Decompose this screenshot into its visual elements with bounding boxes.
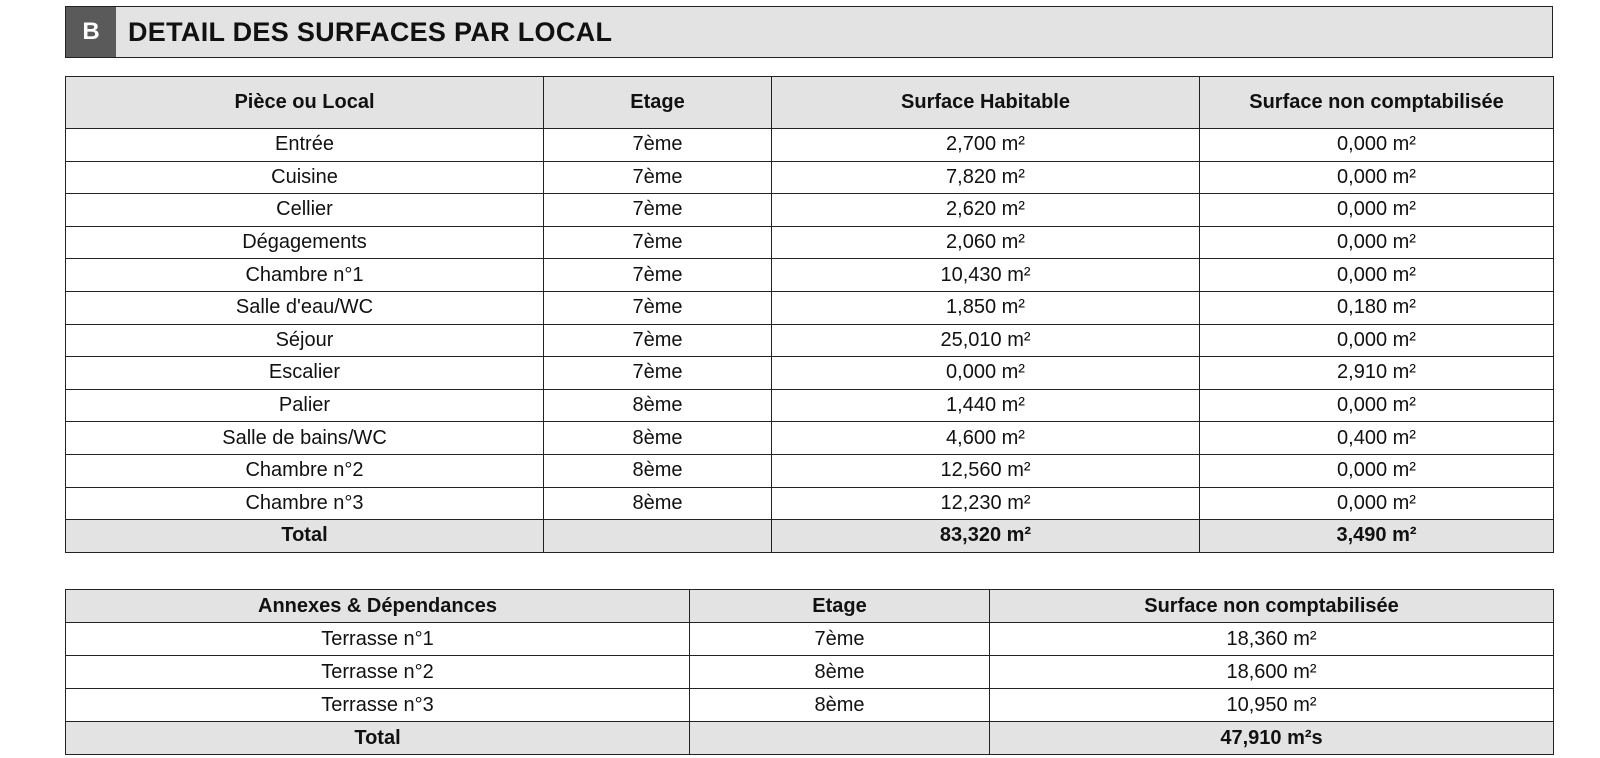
room-cell: Chambre n°2: [66, 454, 544, 487]
surface-habitable-cell: 2,620 m²: [772, 194, 1200, 227]
total-row: [66, 722, 1554, 755]
table-row: [66, 259, 1554, 292]
table-row: [66, 161, 1554, 194]
table-row: [66, 324, 1554, 357]
surface-non-comptabilisee-cell: 0,180 m²: [1200, 291, 1554, 324]
annexes-table: [65, 589, 1554, 755]
floor-cell: 8ème: [544, 422, 772, 455]
floor-cell: 7ème: [544, 226, 772, 259]
room-cell: Chambre n°1: [66, 259, 544, 292]
surface-non-comptabilisee-cell: 10,950 m²: [990, 689, 1554, 722]
surface-habitable-cell: 10,430 m²: [772, 259, 1200, 292]
table-row: [66, 656, 1554, 689]
floor-cell: 7ème: [544, 259, 772, 292]
surface-non-comptabilisee-cell: 0,000 m²: [1200, 324, 1554, 357]
column-header-annexes: Annexes & Dépendances: [66, 590, 690, 623]
annex-cell: Terrasse n°1: [66, 623, 690, 656]
floor-cell: 7ème: [544, 161, 772, 194]
column-header-surface-non-comptabilisee: Surface non comptabilisée: [1200, 77, 1554, 129]
surface-non-comptabilisee-cell: 2,910 m²: [1200, 357, 1554, 390]
floor-cell: 8ème: [544, 389, 772, 422]
table-row: [66, 389, 1554, 422]
table-row: [66, 454, 1554, 487]
surface-non-comptabilisee-cell: 0,000 m²: [1200, 389, 1554, 422]
column-header-surface-habitable: Surface Habitable: [772, 77, 1200, 129]
surface-habitable-cell: 25,010 m²: [772, 324, 1200, 357]
section-header: [65, 6, 1553, 58]
surface-non-comptabilisee-cell: 0,000 m²: [1200, 129, 1554, 162]
table-row: [66, 623, 1554, 656]
surface-non-comptabilisee-cell: 0,000 m²: [1200, 487, 1554, 520]
floor-cell: 7ème: [690, 623, 990, 656]
total-row: [66, 520, 1554, 553]
room-cell: Chambre n°3: [66, 487, 544, 520]
surface-non-comptabilisee-cell: 18,360 m²: [990, 623, 1554, 656]
total-surface-non-comptabilisee-cell: 47,910 m²s: [990, 722, 1554, 755]
table-row: [66, 487, 1554, 520]
floor-cell: 7ème: [544, 129, 772, 162]
room-cell: Escalier: [66, 357, 544, 390]
surface-non-comptabilisee-cell: 0,000 m²: [1200, 454, 1554, 487]
total-floor-cell: [544, 520, 772, 553]
section-title: DETAIL DES SURFACES PAR LOCAL: [128, 16, 613, 47]
table-row: [66, 357, 1554, 390]
floor-cell: 8ème: [544, 454, 772, 487]
table-header-row: [66, 77, 1554, 129]
annex-cell: Terrasse n°3: [66, 689, 690, 722]
surface-non-comptabilisee-cell: 0,000 m²: [1200, 194, 1554, 227]
room-cell: Palier: [66, 389, 544, 422]
floor-cell: 7ème: [544, 357, 772, 390]
room-cell: Entrée: [66, 129, 544, 162]
room-cell: Cellier: [66, 194, 544, 227]
total-surface-non-comptabilisee-cell: 3,490 m²: [1200, 520, 1554, 553]
surface-non-comptabilisee-cell: 0,000 m²: [1200, 259, 1554, 292]
floor-cell: 7ème: [544, 324, 772, 357]
surface-habitable-cell: 1,440 m²: [772, 389, 1200, 422]
surface-habitable-cell: 2,700 m²: [772, 129, 1200, 162]
floor-cell: 7ème: [544, 194, 772, 227]
floor-cell: 8ème: [544, 487, 772, 520]
room-cell: Cuisine: [66, 161, 544, 194]
surface-non-comptabilisee-cell: 0,400 m²: [1200, 422, 1554, 455]
total-room-cell: Total: [66, 520, 544, 553]
table-row: [66, 291, 1554, 324]
surfaces-table: [65, 76, 1554, 553]
room-cell: Séjour: [66, 324, 544, 357]
surface-non-comptabilisee-cell: 18,600 m²: [990, 656, 1554, 689]
table-header-row: [66, 590, 1554, 623]
total-floor-cell: [690, 722, 990, 755]
room-cell: Salle d'eau/WC: [66, 291, 544, 324]
table-row: [66, 194, 1554, 227]
table-row: [66, 689, 1554, 722]
table-row: [66, 129, 1554, 162]
table-row: [66, 226, 1554, 259]
total-annex-cell: Total: [66, 722, 690, 755]
surface-habitable-cell: 12,560 m²: [772, 454, 1200, 487]
surface-habitable-cell: 1,850 m²: [772, 291, 1200, 324]
surface-habitable-cell: 12,230 m²: [772, 487, 1200, 520]
column-header-etage: Etage: [544, 77, 772, 129]
surface-habitable-cell: 7,820 m²: [772, 161, 1200, 194]
surface-habitable-cell: 4,600 m²: [772, 422, 1200, 455]
surface-habitable-cell: 0,000 m²: [772, 357, 1200, 390]
total-surface-habitable-cell: 83,320 m²: [772, 520, 1200, 553]
room-cell: Dégagements: [66, 226, 544, 259]
section-badge: B: [66, 7, 116, 57]
floor-cell: 8ème: [690, 656, 990, 689]
room-cell: Salle de bains/WC: [66, 422, 544, 455]
column-header-surface-non-comptabilisee: Surface non comptabilisée: [990, 590, 1554, 623]
floor-cell: 8ème: [690, 689, 990, 722]
table-row: [66, 422, 1554, 455]
surface-non-comptabilisee-cell: 0,000 m²: [1200, 161, 1554, 194]
surface-non-comptabilisee-cell: 0,000 m²: [1200, 226, 1554, 259]
annex-cell: Terrasse n°2: [66, 656, 690, 689]
column-header-piece: Pièce ou Local: [66, 77, 544, 129]
column-header-etage: Etage: [690, 590, 990, 623]
surface-habitable-cell: 2,060 m²: [772, 226, 1200, 259]
floor-cell: 7ème: [544, 291, 772, 324]
